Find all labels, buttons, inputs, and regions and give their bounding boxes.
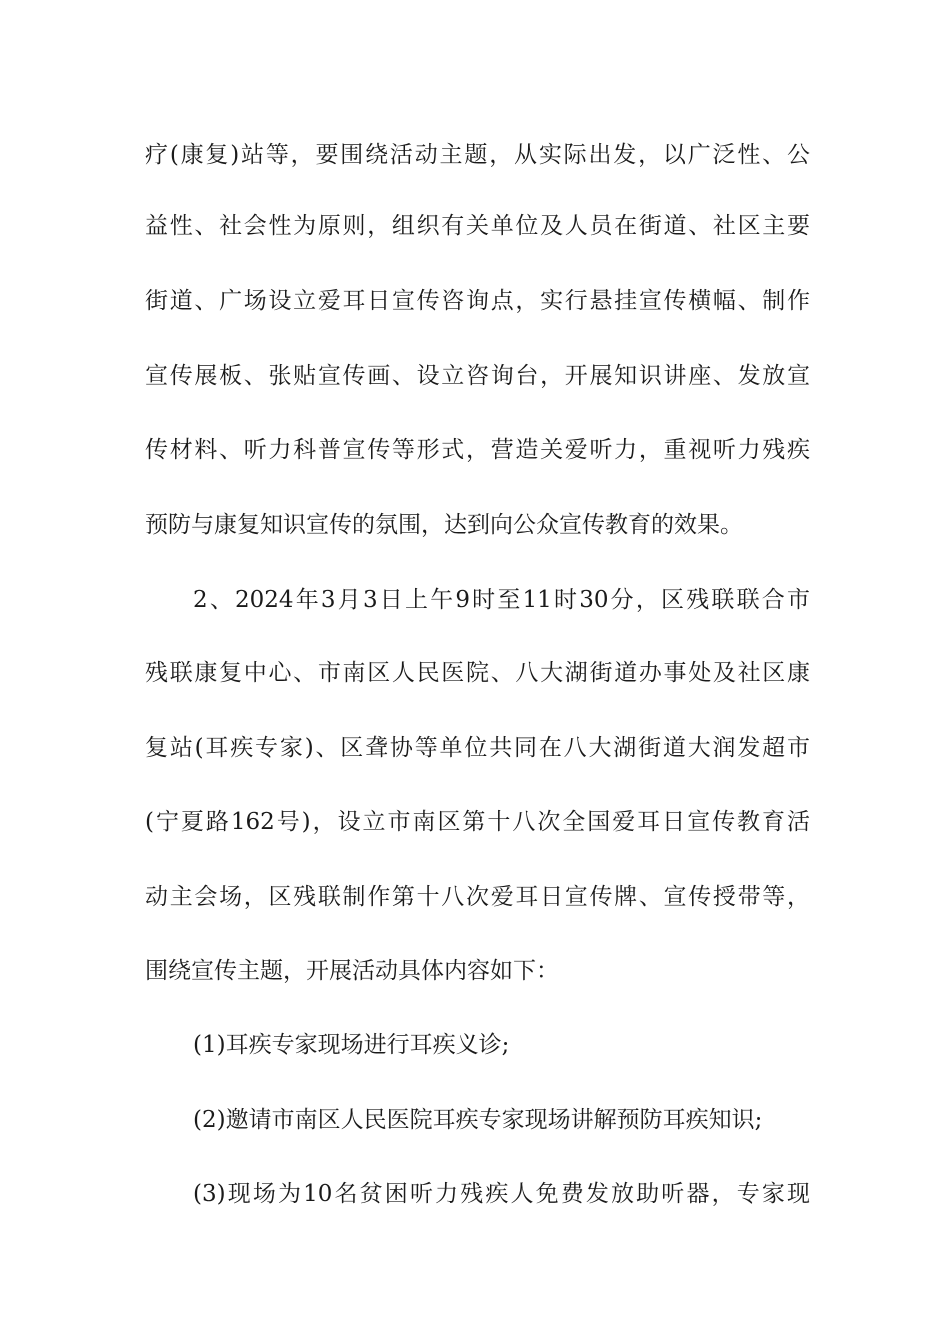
- text-line-1: 疗(康复)站等，要围绕活动主题，从实际出发，以广泛性、公: [145, 142, 810, 168]
- text-line-13: (1)耳疾专家现场进行耳疾义诊;: [193, 1032, 510, 1058]
- text-line-9: 复站(耳疾专家)、区聋协等单位共同在八大湖街道大润发超市: [145, 735, 810, 761]
- text-line-6: 预防与康复知识宣传的氛围，达到向公众宣传教育的效果。: [145, 512, 743, 538]
- text-line-8: 残联康复中心、市南区人民医院、八大湖街道办事处及社区康: [145, 660, 810, 686]
- text-line-15: (3)现场为10名贫困听力残疾人免费发放助听器，专家现: [193, 1181, 810, 1207]
- text-line-2: 益性、社会性为原则，组织有关单位及人员在街道、社区主要: [145, 213, 810, 239]
- text-line-3: 街道、广场设立爱耳日宣传咨询点，实行悬挂宣传横幅、制作: [145, 288, 810, 314]
- text-line-12: 围绕宣传主题，开展活动具体内容如下：: [145, 958, 559, 984]
- text-line-11: 动主会场，区残联制作第十八次爱耳日宣传牌、宣传授带等，: [145, 884, 810, 910]
- text-line-4: 宣传展板、张贴宣传画、设立咨询台，开展知识讲座、发放宣: [145, 363, 810, 389]
- text-line-10: (宁夏路162号)，设立市南区第十八次全国爱耳日宣传教育活: [145, 809, 810, 835]
- text-line-7: 2、2024年3月3日上午9时至11时30分，区残联联合市: [193, 587, 810, 613]
- text-line-5: 传材料、听力科普宣传等形式，营造关爱听力，重视听力残疾: [145, 437, 810, 463]
- text-line-14: (2)邀请市南区人民医院耳疾专家现场讲解预防耳疾知识;: [193, 1107, 763, 1133]
